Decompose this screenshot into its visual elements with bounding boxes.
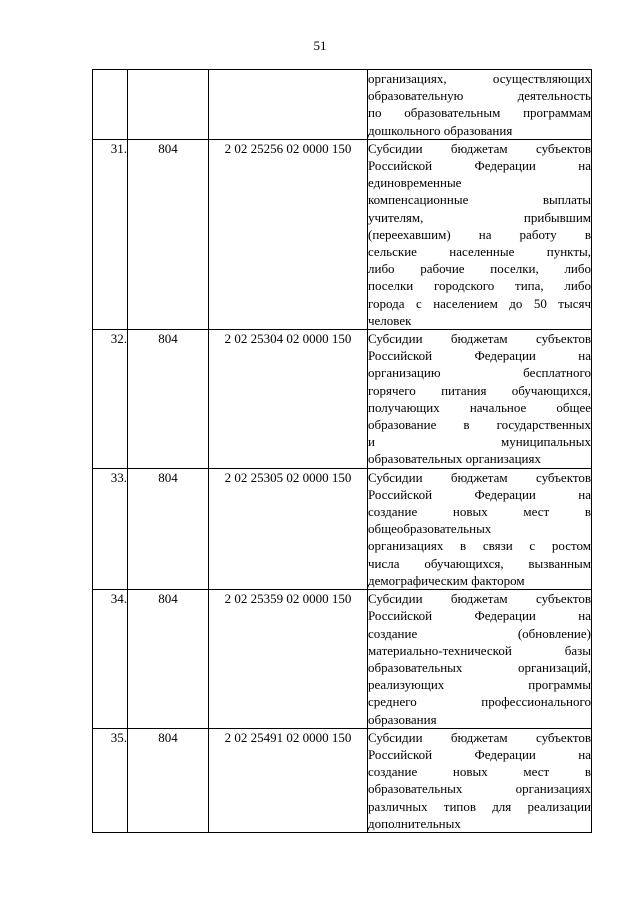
budget-classification-code-cell: 2 02 25256 02 0000 150 [209, 139, 368, 329]
description-line: по образовательным программам [368, 105, 591, 121]
row-number-cell: 35. [93, 728, 128, 832]
description-line: образование в государственных [368, 417, 591, 433]
description-line: образовательных организациях [368, 451, 541, 467]
description-line: единовременные [368, 175, 462, 191]
admin-code-cell: 804 [128, 139, 209, 329]
admin-code-cell [128, 70, 209, 140]
description-line: различных типов для реализации [368, 798, 591, 814]
row-number-cell: 33. [93, 468, 128, 589]
admin-code-cell: 804 [128, 468, 209, 589]
description-line: человек [368, 312, 412, 328]
budget-classification-code-cell: 2 02 25305 02 0000 150 [209, 468, 368, 589]
budget-classification-code-cell [209, 70, 368, 140]
description-line: Субсидии бюджетам субъектов [368, 331, 591, 347]
description-line: среднего профессионального [368, 694, 591, 710]
budget-classification-code-cell: 2 02 25359 02 0000 150 [209, 590, 368, 729]
description-line: Российской Федерации на [368, 608, 591, 624]
description-line: либо рабочие поселки, либо [368, 261, 591, 277]
description-line: образования [368, 711, 437, 727]
description-cell [368, 70, 592, 140]
table-row [93, 139, 592, 329]
description-line: Субсидии бюджетам субъектов [368, 469, 591, 485]
budget-revenue-table [92, 69, 592, 833]
description-cell [368, 468, 592, 589]
row-number-cell [93, 70, 128, 140]
admin-code-cell: 804 [128, 330, 209, 469]
description-line: образовательных организаций, [368, 659, 591, 675]
description-line: получающих начальное общее [368, 399, 591, 415]
table-body [93, 70, 592, 833]
description-line: создание новых мест в [368, 504, 591, 520]
description-line: образовательных организациях [368, 781, 591, 797]
description-line: дополнительных [368, 815, 461, 831]
description-cell [368, 139, 592, 329]
admin-code-cell: 804 [128, 590, 209, 729]
description-line: организациях в связи с ростом [368, 538, 591, 554]
table-row [93, 728, 592, 832]
description-line: сельские населенные пункты, [368, 244, 591, 260]
description-line: Российской Федерации на [368, 746, 591, 762]
description-line: (переехавшим) на работу в [368, 226, 591, 242]
row-number-cell: 34. [93, 590, 128, 729]
description-line: создание новых мест в [368, 764, 591, 780]
description-line: организациях, осуществляющих [368, 71, 591, 86]
description-line: создание (обновление) [368, 625, 591, 641]
description-line: поселки городского типа, либо [368, 278, 591, 294]
description-line: горячего питания обучающихся, [368, 382, 591, 398]
row-number-cell: 31. [93, 139, 128, 329]
table-row [93, 70, 592, 140]
table-row [93, 590, 592, 729]
description-line: Российской Федерации на [368, 158, 591, 174]
description-line: образовательную деятельность [368, 88, 591, 104]
description-line: и муниципальных [368, 434, 591, 450]
description-line: общеобразовательных [368, 521, 492, 537]
admin-code-cell: 804 [128, 728, 209, 832]
description-cell [368, 330, 592, 469]
description-line: учителям, прибывшим [368, 209, 591, 225]
description-line: компенсационные выплаты [368, 192, 591, 208]
description-line: Субсидии бюджетам субъектов [368, 140, 591, 156]
row-number-cell: 32. [93, 330, 128, 469]
table-row [93, 468, 592, 589]
description-line: города с населением до 50 тысяч [368, 295, 591, 311]
budget-classification-code-cell: 2 02 25491 02 0000 150 [209, 728, 368, 832]
table-row [93, 330, 592, 469]
description-line: Субсидии бюджетам субъектов [368, 591, 591, 607]
description-cell [368, 728, 592, 832]
description-line: дошкольного образования [368, 122, 513, 138]
description-cell [368, 590, 592, 729]
budget-classification-code-cell: 2 02 25304 02 0000 150 [209, 330, 368, 469]
description-line: материально-технической базы [368, 642, 591, 658]
description-line: организацию бесплатного [368, 365, 591, 381]
description-line: демографическим фактором [368, 572, 525, 588]
description-line: Субсидии бюджетам субъектов [368, 729, 591, 745]
description-line: числа обучающихся, вызванным [368, 555, 591, 571]
page-number: 51 [313, 38, 327, 53]
description-line: Российской Федерации на [368, 348, 591, 364]
description-line: Российской Федерации на [368, 486, 591, 502]
description-line: реализующих программы [368, 677, 591, 693]
